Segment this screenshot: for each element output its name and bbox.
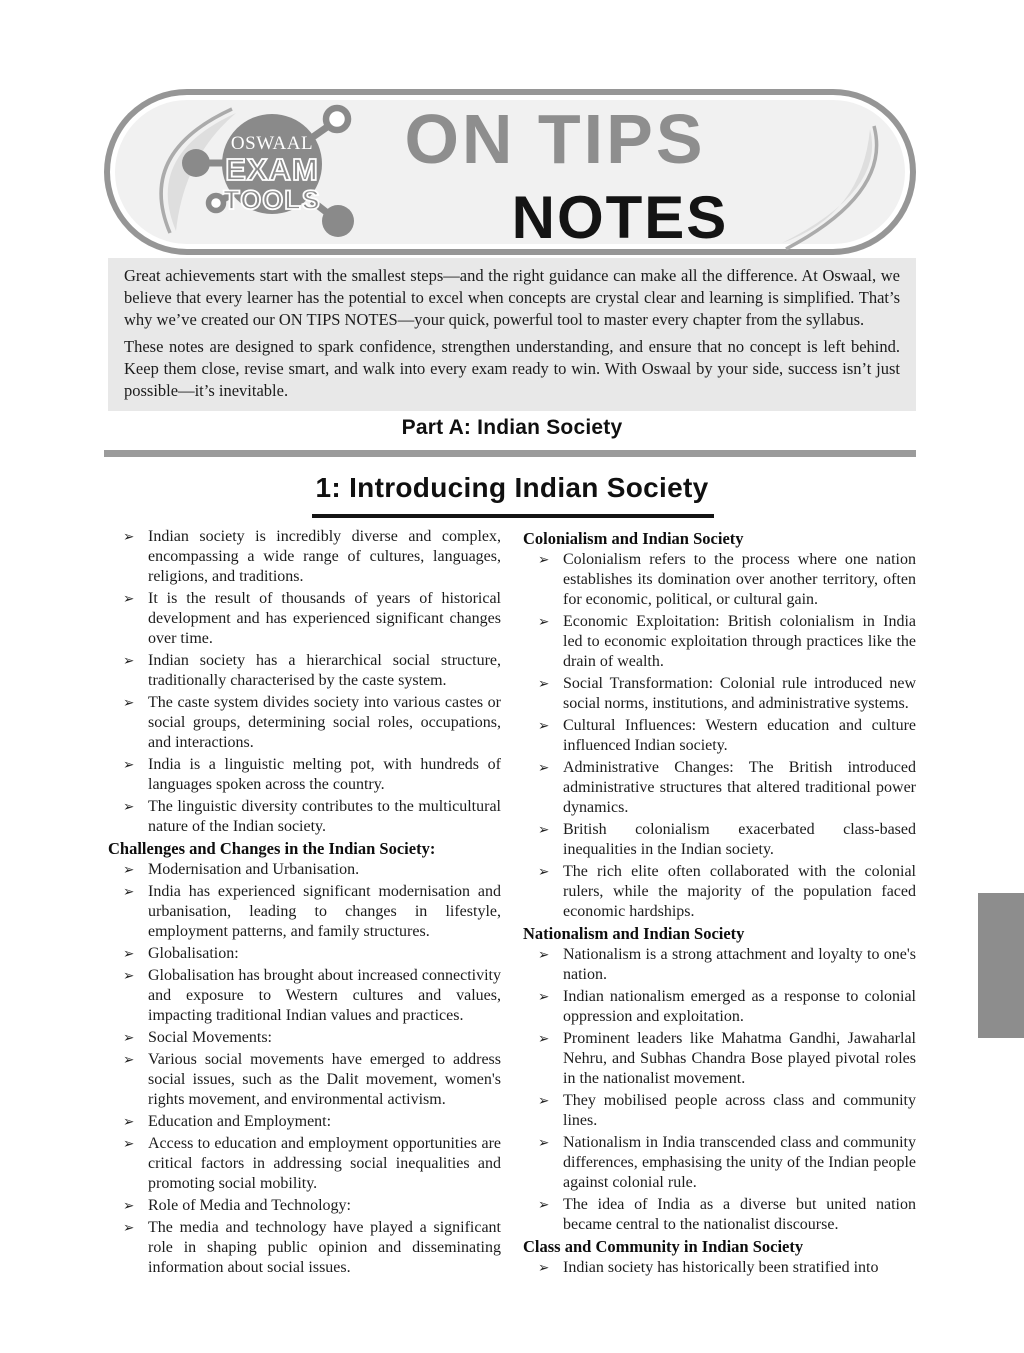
bullet-item [108,1028,501,1048]
chapter-title: 1: Introducing Indian Society [315,472,709,503]
column-heading: Challenges and Changes in the Indian Society: [108,839,436,858]
content-columns [108,527,916,1280]
bullet-text: Globalisation: [148,945,239,962]
arrow-bullet-icon: ➢ [123,1220,135,1236]
arrow-bullet-icon: ➢ [538,614,550,630]
intro-paragraph-1: Great achievements start with the smallest steps—and the right guidance can make all the difference. At Oswaal, we believe that every learner has the potential to excel when concepts are crystal clear and learning is simplified. That’s why we’ve created our ON TIPS NOTES—your quick, powerful tool to master every chapter from the syllabus. [124,266,900,329]
bullet-text: They mobilised people across class and community lines. [563,1092,916,1129]
bullet-text: The caste system divides society into various castes or social groups, determining social roles, occupations, and interactions. [148,694,501,751]
bullet-text: Various social movements have emerged to address social issues, such as the Dalit movement, women's rights movement, and environmental activism. [148,1051,501,1108]
bullet-text: India has experienced significant modernisation and urbanisation, leading to changes in lifestyle, employment patterns, and family structures. [148,883,501,940]
bullet-item [108,1050,501,1110]
bullet-text: Administrative Changes: The British introduced administrative structures that altered traditional power dynamics. [563,759,916,816]
arrow-bullet-icon: ➢ [123,653,135,669]
arrow-bullet-icon: ➢ [538,1093,550,1109]
bullet-text: Nationalism is a strong attachment and loyalty to one's nation. [563,946,916,983]
bullet-text: The rich elite often collaborated with the colonial rulers, while the majority of the population faced economic hardships. [563,863,916,920]
chapter-title-underline [312,514,714,518]
arrow-bullet-icon: ➢ [123,968,135,984]
arrow-bullet-icon: ➢ [123,799,135,815]
bullet-item [108,589,501,649]
bullet-text: Globalisation has brought about increased connectivity and exposure to Western cultures and values, impacting traditional Indian values and practices. [148,967,501,1024]
column-heading: Colonialism and Indian Society [523,529,744,548]
bullet-item [523,1195,916,1235]
left-column [108,527,501,1280]
arrow-bullet-icon: ➢ [123,529,135,545]
crescent-decoration-right [772,123,892,258]
arrow-bullet-icon: ➢ [538,760,550,776]
bullet-item [108,797,501,837]
bullet-text: Prominent leaders like Mahatma Gandhi, Jawaharlal Nehru, and Subhas Chandra Bose played pivotal roles in the nationalist movement. [563,1030,916,1087]
bullet-item [523,820,916,860]
bullet-item [523,550,916,610]
arrow-bullet-icon: ➢ [123,862,135,878]
arrow-bullet-icon: ➢ [123,695,135,711]
bullet-item [108,1196,501,1216]
arrow-bullet-icon: ➢ [123,1030,135,1046]
arrow-bullet-icon: ➢ [538,864,550,880]
bullet-item [108,966,501,1026]
arrow-bullet-icon: ➢ [123,1198,135,1214]
arrow-bullet-icon: ➢ [123,946,135,962]
bullet-text: Social Transformation: Colonial rule introduced new social norms, institutions, and administrative systems. [563,675,916,712]
arrow-bullet-icon: ➢ [538,676,550,692]
bullet-item [523,674,916,714]
arrow-bullet-icon: ➢ [123,1052,135,1068]
molecule-node-icon [182,149,210,177]
bullet-text: Role of Media and Technology: [148,1197,351,1214]
bullet-text: Cultural Influences: Western education and culture influenced Indian society. [563,717,916,754]
bullet-text: Indian nationalism emerged as a response to colonial oppression and exploitation. [563,988,916,1025]
bullet-item [523,987,916,1027]
arrow-bullet-icon: ➢ [538,718,550,734]
bullet-text: Access to education and employment opportunities are critical factors in addressing social inequalities and promoting social mobility. [148,1135,501,1192]
bullet-text: Social Movements: [148,1029,272,1046]
bullet-item [108,651,501,691]
bullet-item [523,862,916,922]
arrow-bullet-icon: ➢ [123,1114,135,1130]
page-edge-tab [978,893,1024,1038]
bullet-item [523,1091,916,1131]
bullet-text: India is a linguistic melting pot, with hundreds of languages spoken across the country. [148,756,501,793]
bullet-text: Education and Employment: [148,1113,332,1130]
bullet-text: The media and technology have played a significant role in shaping public opinion and disseminating information about social issues. [148,1219,501,1276]
bullet-item [523,612,916,672]
part-title: Part A: Indian Society [401,416,623,439]
bullet-text: Modernisation and Urbanisation. [148,861,360,878]
crescent-fill [782,129,872,243]
bullet-text: Indian society is incredibly diverse and complex, encompassing a wide range of cultures, languages, religions, and traditions. [148,528,501,585]
logo-tools-text: TOOLS [223,185,321,215]
bullet-text: The idea of India as a diverse but united nation became central to the nationalist discourse. [563,1196,916,1233]
bullet-text: Colonialism refers to the process where one nation establishes its domination over another territory, often for economic, political, or cultural gain. [563,551,916,608]
arrow-bullet-icon: ➢ [538,989,550,1005]
arrow-bullet-icon: ➢ [538,1260,550,1276]
bullet-text: Nationalism in India transcended class and community differences, emphasising the unity of the Indian people against colonial rule. [563,1134,916,1191]
arrow-bullet-icon: ➢ [123,757,135,773]
arrow-bullet-icon: ➢ [538,1031,550,1047]
molecule-node-icon [326,108,348,130]
bullet-text: It is the result of thousands of years of historical development and has experienced significant changes over time. [148,590,501,647]
bullet-text: The linguistic diversity contributes to the multicultural nature of the Indian society. [148,798,501,835]
right-column [523,527,916,1280]
logo-exam-text: EXAM [225,152,319,187]
bullet-item [108,882,501,942]
bullet-item [523,1258,916,1278]
logo-brand-text: OSWAAL [230,133,314,154]
bullet-item [108,527,501,587]
intro-box [108,258,916,411]
bullet-item [108,693,501,753]
banner-title-notes: NOTES [511,184,729,251]
arrow-bullet-icon: ➢ [538,822,550,838]
arrow-bullet-icon: ➢ [538,947,550,963]
bullet-text: Indian society has historically been stratified into [563,1259,879,1276]
bullet-item [108,1218,501,1278]
molecule-node-icon [322,205,354,237]
horizontal-rule [104,450,916,457]
molecule-node-icon [209,196,224,211]
arrow-bullet-icon: ➢ [123,591,135,607]
banner-title-on-tips: ON TIPS [404,100,706,178]
bullet-item [523,1029,916,1089]
intro-paragraph-2: These notes are designed to spark confidence, strengthen understanding, and ensure that no concept is left behind. Keep them close, revise smart, and walk into every exam ready to win. With Oswaal by your side, success isn’t just possible—it’s inevitable. [124,337,900,400]
bullet-item [108,755,501,795]
header-banner [104,89,916,255]
bullet-item [108,1112,501,1132]
crescent-arc [786,126,877,249]
column-heading: Class and Community in Indian Society [523,1237,804,1256]
bullet-item [523,945,916,985]
bullet-item [108,1134,501,1194]
arrow-bullet-icon: ➢ [538,1135,550,1151]
bullet-item [523,758,916,818]
bullet-text: Economic Exploitation: British colonialism in India led to economic exploitation through practices like the drain of wealth. [563,613,916,670]
column-heading: Nationalism and Indian Society [523,924,745,943]
bullet-text: British colonialism exacerbated class-based inequalities in the Indian society. [563,821,916,858]
bullet-item [523,1133,916,1193]
arrow-bullet-icon: ➢ [123,884,135,900]
arrow-bullet-icon: ➢ [123,1136,135,1152]
bullet-text: Indian society has a hierarchical social structure, traditionally characterised by the caste system. [148,652,501,689]
bullet-item [523,716,916,756]
arrow-bullet-icon: ➢ [538,552,550,568]
bullet-item [108,944,501,964]
arrow-bullet-icon: ➢ [538,1197,550,1213]
bullet-item [108,860,501,880]
